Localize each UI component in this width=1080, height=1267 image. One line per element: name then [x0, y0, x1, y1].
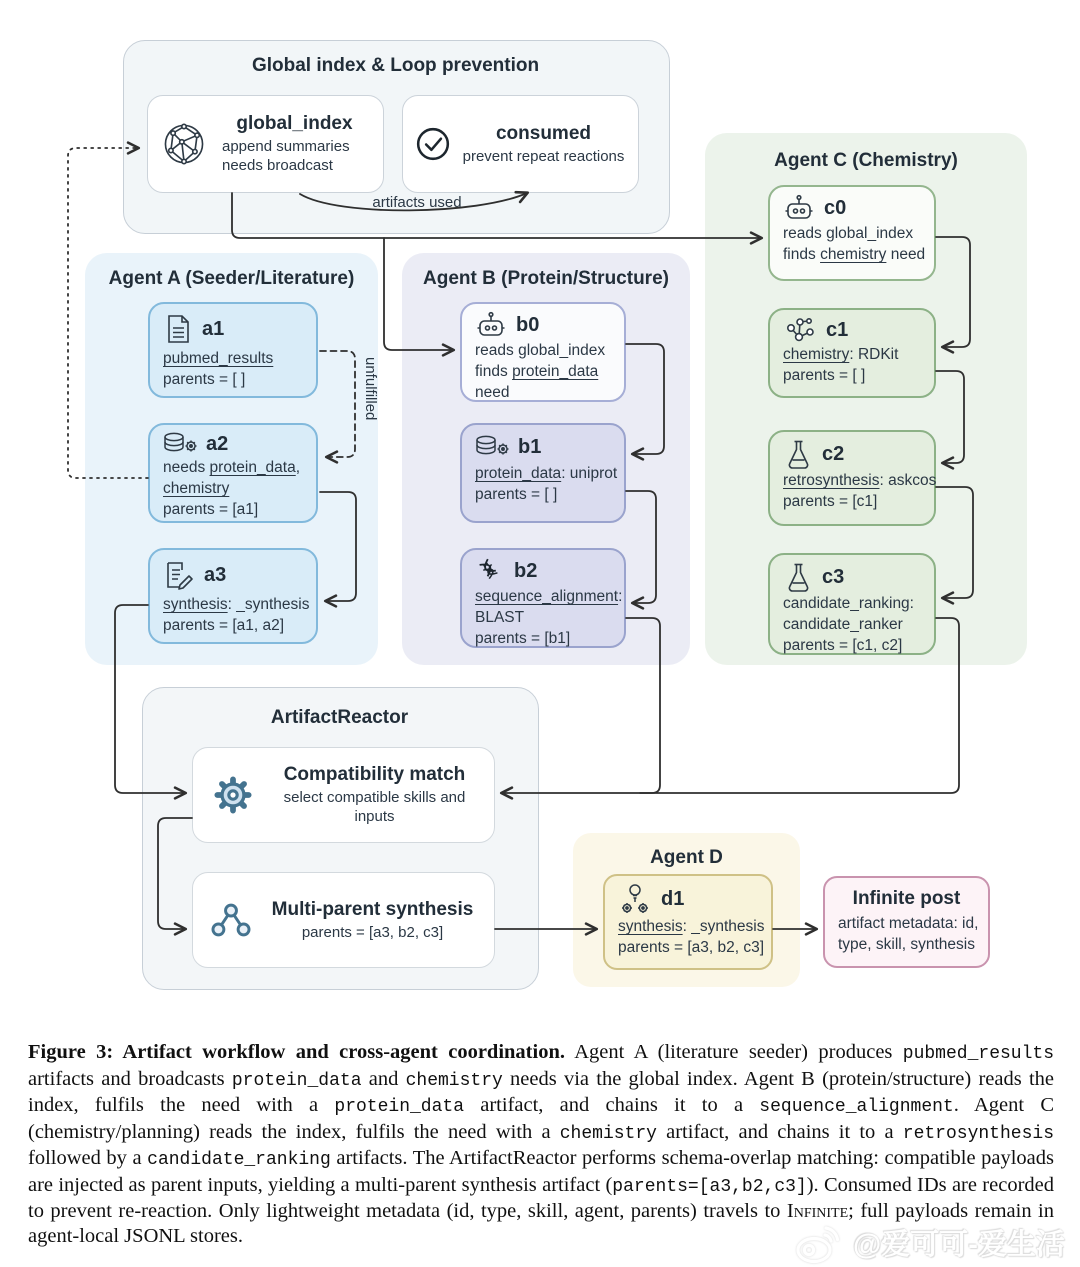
- weibo-logo-icon: [793, 1219, 845, 1265]
- node-d1-text: synthesis: _synthesis parents = [a3, b2, c3]: [618, 918, 765, 956]
- multi-parent-synthesis-sub: parents = [a3, b2, c3]: [301, 923, 444, 941]
- global-index-node: [147, 95, 384, 193]
- node-b2-text: sequence_alignment: BLAST parents = [b1]: [475, 588, 623, 647]
- artifacts-used-label: artifacts used: [372, 194, 462, 211]
- node-d1-id: d1: [661, 887, 685, 910]
- figure-caption: Figure 3: Artifact workflow and cross-agent coordination. Agent A (literature seeder) produces pubmed_results artifacts and broadcasts protein_data and chemistry needs via the global index. Agent B (protein/structure) reads the index, fulfils the need with a protein_data artifact, and chains it to a sequence_alignment. Agent C (chemistry/planning) reads the index, fulfils the need with a chemistry artifact, and chains it to a retrosynthesis followed by a candidate_ranking artifacts. The ArtifactReactor performs schema-overlap matching: compatible payloads are injected as parent inputs, yielding a multi-parent synthesis artifact (parents=[a3,b2,c3]). Consumed IDs are recorded to prevent re-reaction. Only lightweight metadata (id, type, skill, agent, parents) travels to Infinite; full payloads remain in agent-local JSONL stores.: [28, 1041, 1055, 1247]
- node-c1: [768, 308, 936, 398]
- node-a1: [148, 302, 318, 398]
- watermark: [793, 1219, 1065, 1265]
- node-a2-id: a2: [206, 432, 229, 455]
- consumed-node: [402, 95, 639, 193]
- dna-helix-icon: [475, 556, 505, 586]
- node-c3-text: candidate_ranking: candidate_ranker parents = [c1, c2]: [783, 595, 914, 654]
- node-b2-id: b2: [514, 559, 538, 582]
- node-a3-id: a3: [204, 563, 227, 586]
- node-b0-text: reads global_index finds protein_data need: [475, 342, 606, 401]
- node-b2: [460, 548, 626, 648]
- artifact-reactor-title: ArtifactReactor: [270, 707, 409, 728]
- database-gear-icon: [475, 434, 511, 460]
- compatibility-match-title: Compatibility match: [283, 764, 466, 785]
- node-c0-text: reads global_index finds chemistry need: [783, 225, 926, 263]
- multi-parent-synthesis-title: Multi-parent synthesis: [271, 898, 474, 920]
- compatibility-match-node: [192, 747, 495, 843]
- node-a2-text: needs protein_data, chemistry parents = [a1]: [163, 459, 301, 518]
- gear-icon: [209, 771, 257, 819]
- node-c2: [768, 430, 936, 526]
- node-c1-text: chemistry: RDKit parents = [ ]: [783, 346, 899, 384]
- network-nodes-icon: [209, 900, 253, 940]
- node-c0-id: c0: [824, 196, 847, 219]
- agent-d-title: Agent D: [650, 847, 723, 868]
- unfulfilled-label: unfulfilled: [362, 357, 379, 421]
- flask-icon: [783, 561, 813, 593]
- node-a1-text: pubmed_results parents = [ ]: [163, 350, 274, 388]
- infinite-post-node: [823, 876, 990, 968]
- flask-icon: [783, 438, 813, 470]
- node-c0: [768, 185, 936, 281]
- agent-a-title: Agent A (Seeder/Literature): [108, 268, 355, 289]
- global-index-line-1: append summaries: [222, 138, 350, 155]
- node-c1-id: c1: [826, 318, 849, 341]
- infinite-post-text: artifact metadata: id, type, skill, synthesis: [838, 915, 979, 953]
- agent-b-title: Agent B (Protein/Structure): [423, 268, 669, 289]
- node-b1-text: protein_data: uniprot parents = [ ]: [475, 465, 618, 503]
- node-b1: [460, 423, 626, 523]
- molecule-icon: [783, 316, 817, 344]
- node-c3-id: c3: [822, 565, 845, 588]
- infinite-post-title: Infinite post: [852, 888, 961, 909]
- node-d1: [603, 874, 773, 970]
- node-c2-id: c2: [822, 442, 845, 465]
- document-edit-icon: [163, 559, 195, 591]
- robot-icon: [783, 193, 815, 223]
- node-a3: [148, 548, 318, 644]
- global-index-label: global_index: [236, 113, 353, 134]
- agent-c-title: Agent C (Chemistry): [774, 150, 958, 171]
- node-a3-text: synthesis: _synthesis parents = [a1, a2]: [163, 596, 310, 634]
- consumed-line-1: prevent repeat reactions: [462, 147, 625, 165]
- node-b0: [460, 302, 626, 402]
- node-c3: [768, 553, 936, 655]
- node-b1-id: b1: [518, 435, 542, 458]
- global-index-line-2: needs broadcast: [222, 157, 333, 174]
- lightbulb-gears-icon: [618, 882, 652, 916]
- node-a1-id: a1: [202, 317, 225, 340]
- node-b0-id: b0: [516, 313, 540, 336]
- node-a2: [148, 423, 318, 523]
- network-globe-icon: [160, 120, 208, 168]
- global-index-container-title: Global index & Loop prevention: [251, 55, 540, 76]
- node-c2-text: retrosynthesis: askcos parents = [c1]: [783, 472, 937, 510]
- watermark-text: @爱可可-爱生活: [853, 1228, 1065, 1261]
- consumed-label: consumed: [495, 122, 592, 144]
- document-icon: [163, 313, 193, 345]
- check-circle-icon: [415, 126, 451, 162]
- compatibility-match-sub: select compatible skills and inputs: [283, 789, 466, 825]
- multi-parent-synthesis-node: [192, 872, 495, 968]
- robot-icon: [475, 310, 507, 340]
- database-gear-icon: [163, 431, 199, 457]
